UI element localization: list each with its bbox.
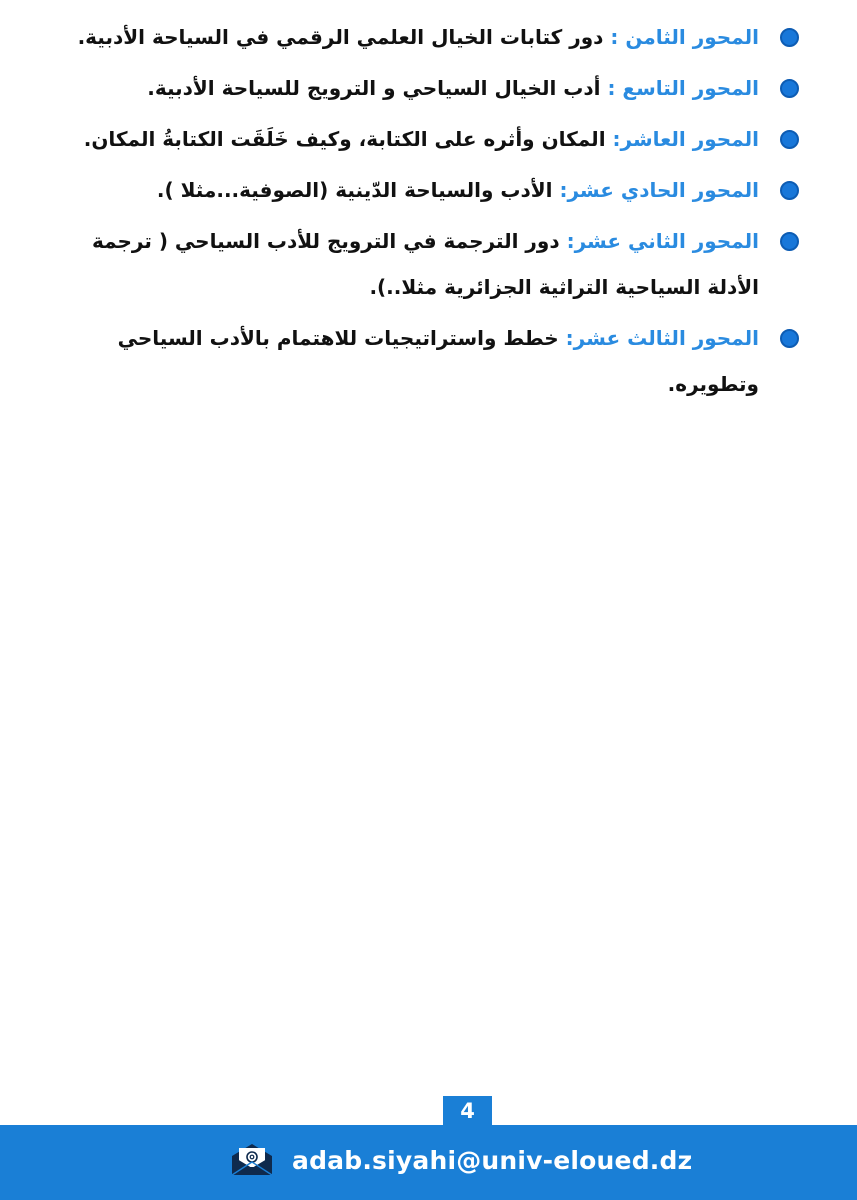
axis-text: دور كتابات الخيال العلمي الرقمي في السياحة الأدبية.	[77, 25, 611, 49]
bullet-icon	[780, 28, 799, 47]
bullet-icon	[780, 130, 799, 149]
axis-item-10	[60, 116, 799, 162]
bullet-icon	[780, 181, 799, 200]
axis-label: المحور الثالث عشر:	[565, 326, 759, 350]
axis-text: دور الترجمة في الترويج للأدب السياحي ( ترجمة الأدلة السياحية التراثية الجزائرية مثلا..).	[91, 229, 759, 299]
email-envelope-icon	[230, 1143, 274, 1177]
axis-label: المحور العاشر:	[612, 127, 759, 151]
axis-item-8	[60, 14, 799, 60]
bullet-icon	[780, 79, 799, 98]
axis-text: المكان وأثره على الكتابة، وكيف خَلَقَت الكتابةُ المكان.	[83, 127, 613, 151]
axis-label: المحور الحادي عشر:	[559, 178, 759, 202]
footer-bar	[0, 1125, 857, 1200]
bullet-icon	[780, 329, 799, 348]
axis-text: أدب الخيال السياحي و الترويج للسياحة الأدبية.	[147, 76, 608, 100]
axis-label: المحور التاسع :	[607, 76, 759, 100]
axis-item-12	[60, 218, 799, 310]
axis-label: المحور الثاني عشر:	[566, 229, 759, 253]
axis-item-13	[60, 315, 799, 407]
axis-item-9	[60, 65, 799, 111]
contact-email: adab.siyahi@univ-eloued.dz	[292, 1145, 693, 1175]
axis-text: خطط واستراتيجيات للاهتمام بالأدب السياحي وتطويره.	[117, 326, 759, 396]
footer-contact	[230, 1143, 692, 1177]
page-number: 4	[443, 1096, 492, 1126]
bullet-icon	[780, 232, 799, 251]
axis-text: الأدب والسياحة الدّينية (الصوفية...مثلا ).	[156, 178, 560, 202]
axes-list	[60, 14, 799, 412]
axis-item-11	[60, 167, 799, 213]
axis-label: المحور الثامن :	[610, 25, 759, 49]
